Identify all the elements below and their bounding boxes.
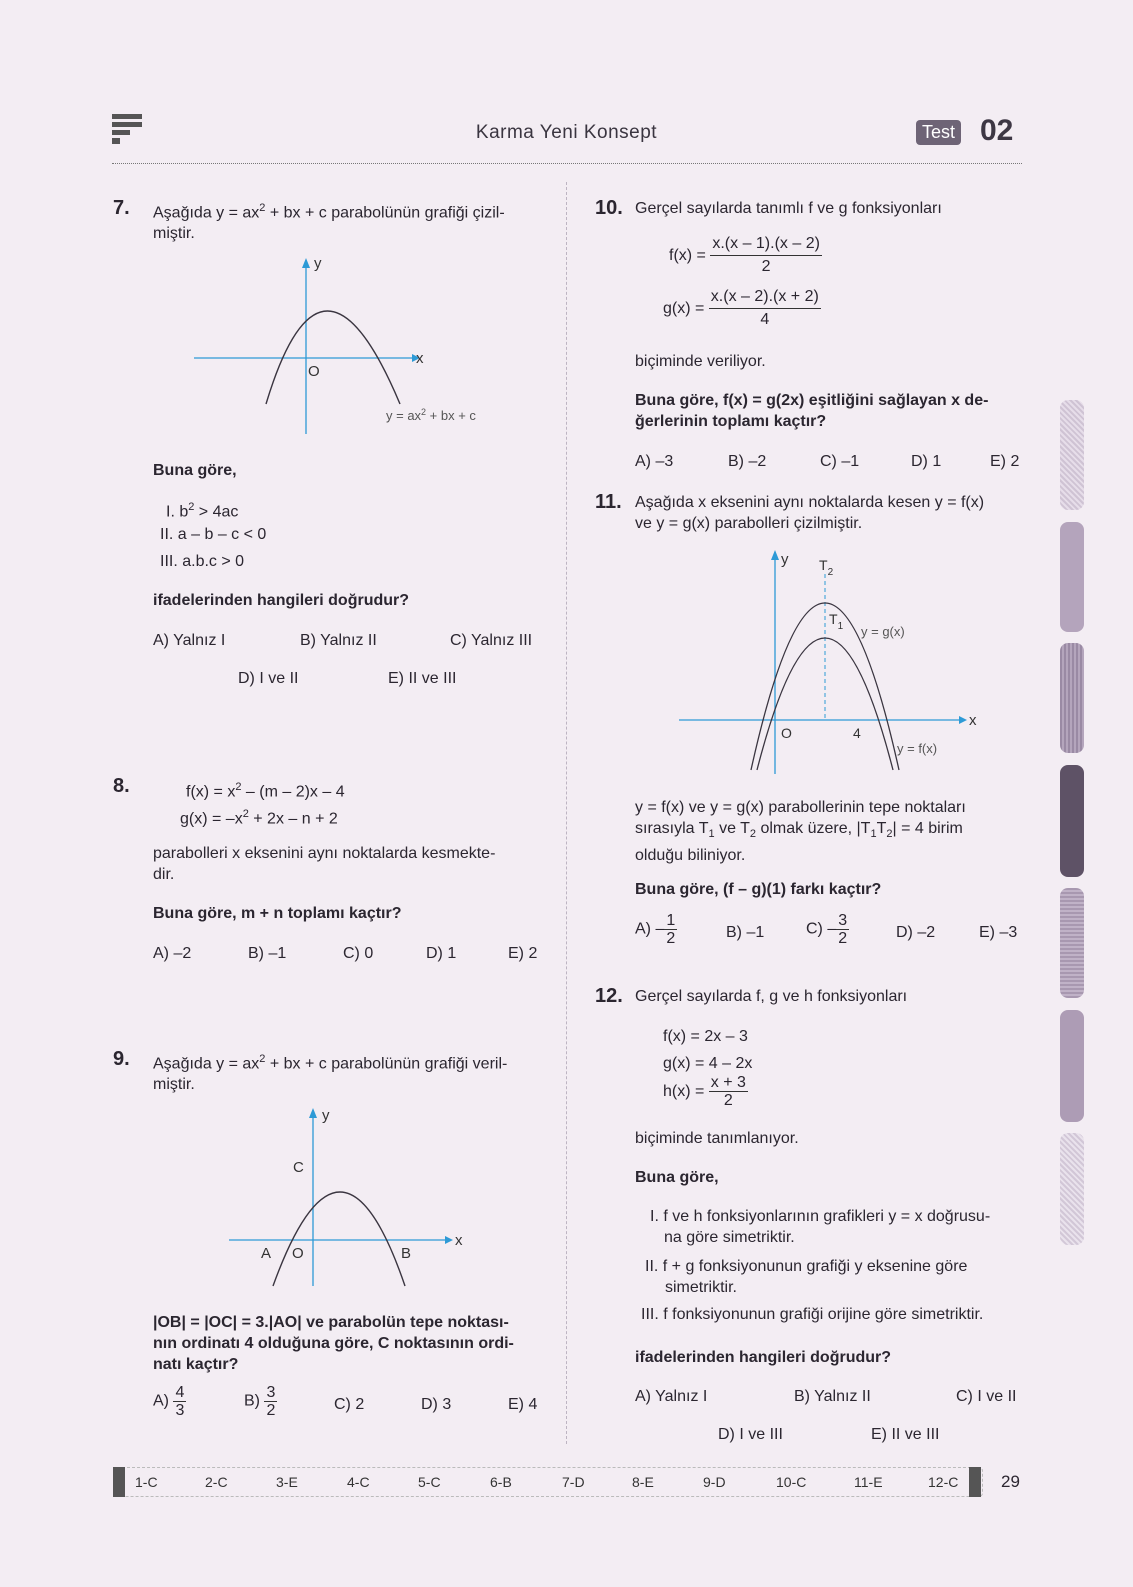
q8-f: $f(x) = x^2 - (m - 2)x - 4$	[186, 781, 345, 801]
q11-y-label: y	[781, 551, 789, 568]
answer-8: 8-E	[632, 1474, 654, 1490]
q11-t1-label: $T_1$	[829, 611, 844, 632]
q7-y-label: y	[314, 255, 322, 272]
q12-g: g(x) = 4 – 2x	[663, 1055, 753, 1072]
q7-ask: ifadelerinden hangileri doğrudur?	[153, 592, 410, 609]
q9-x-label: x	[455, 1232, 463, 1249]
q10-f-def: f(x) = $\frac{x.(x - 1).(x - 2)}{2}$	[669, 235, 820, 275]
q8-choice-b[interactable]: B) –1	[248, 945, 287, 962]
q8-g: $g(x) = -x^2 + 2x - n + 2$	[180, 808, 338, 828]
answer-2: 2-C	[205, 1474, 228, 1490]
side-tab-7[interactable]	[1060, 1133, 1084, 1245]
q12-choice-a[interactable]: A) Yalnız I	[635, 1388, 708, 1405]
q12-stem: Gerçel sayılarda f, g ve h fonksiyonları	[635, 988, 908, 1005]
q9-choice-b[interactable]: B) $\frac{3}{2}$	[244, 1384, 276, 1419]
q10-choice-a[interactable]: A) –3	[635, 453, 674, 470]
q7-item-3: III. a.b.c > 0	[160, 553, 245, 570]
q10-given: biçiminde veriliyor.	[635, 353, 766, 370]
q10-number: 10.	[595, 197, 623, 219]
q9-stem: Aşağıda $y = ax^2$ + bx + c parabolünün grafiği veril- miştir.	[153, 1053, 508, 1094]
answer-3: 3-E	[276, 1474, 298, 1490]
q11-choice-d[interactable]: D) –2	[896, 924, 936, 941]
test-badge: Test	[916, 120, 961, 145]
answer-key-left-cap	[113, 1467, 125, 1497]
q9-c-label: C	[293, 1159, 304, 1176]
q12-choice-c[interactable]: C) I ve II	[956, 1388, 1017, 1405]
q7-choice-c[interactable]: C) Yalnız III	[450, 632, 533, 649]
q11-choice-a[interactable]: A) – $\frac{1}{2}$	[635, 912, 676, 947]
q9-y-label: y	[322, 1107, 330, 1124]
q7-item-2: II. a – b – c < 0	[160, 526, 267, 543]
q9-a-label: A	[261, 1245, 272, 1262]
q8-number: 8.	[113, 775, 130, 797]
q9-graph	[225, 1106, 475, 1296]
q7-graph	[190, 252, 520, 442]
answer-6: 6-B	[490, 1474, 512, 1490]
q11-choice-b[interactable]: B) –1	[726, 924, 765, 941]
q12-choice-b[interactable]: B) Yalnız II	[794, 1388, 871, 1405]
side-tab-5[interactable]	[1060, 888, 1084, 998]
q12-h: h(x) = $\frac{x + 3}{2}$	[663, 1074, 746, 1109]
q12-number: 12.	[595, 985, 623, 1007]
q9-choice-a[interactable]: A) $\frac{4}{3}$	[153, 1384, 185, 1419]
q12-f: f(x) = 2x – 3	[663, 1028, 748, 1045]
column-divider	[566, 182, 567, 1444]
q11-origin-label: O	[781, 725, 792, 741]
q11-stem: Aşağıda x eksenini aynı noktalarda kesen y = f(x) ve y = g(x) parabolleri çizilmiştir.	[635, 494, 985, 532]
q9-number: 9.	[113, 1048, 130, 1070]
q12-item-3: III. f fonksiyonunun grafiği orijine göre simetriktir.	[641, 1306, 984, 1323]
q10-choice-e[interactable]: E) 2	[990, 453, 1020, 470]
q11-choice-c[interactable]: C) – $\frac{3}{2}$	[806, 912, 848, 947]
answer-5: 5-C	[418, 1474, 441, 1490]
q12-choice-e[interactable]: E) II ve III	[871, 1426, 940, 1443]
q11-info: y = f(x) ve y = g(x) parabollerinin tepe noktaları sırasıyla $T_1$ ve $T_2$ olmak üzere, $|T_1T_2| = 4$ birim olduğu biliniyor.	[635, 799, 966, 865]
q9-choice-c[interactable]: C) 2	[334, 1396, 365, 1413]
side-tab-6[interactable]	[1060, 1010, 1084, 1122]
page-title: Karma Yeni Konsept	[475, 122, 658, 143]
q12-ask: ifadelerinden hangileri doğrudur?	[635, 1349, 892, 1366]
q11-f-curve-label: y = f(x)	[897, 741, 938, 756]
q8-ask: Buna göre, m + n toplamı kaçtır?	[153, 905, 402, 922]
answer-12: 12-C	[928, 1474, 959, 1490]
q10-choice-c[interactable]: C) –1	[820, 453, 860, 470]
q10-stem: Gerçel sayılarda tanımlı f ve g fonksiyonları	[635, 200, 942, 217]
q11-graph	[677, 548, 987, 783]
q10-g-def: g(x) = $\frac{x.(x - 2).(x + 2)}{4}$	[663, 288, 819, 328]
q7-choice-e[interactable]: E) II ve III	[388, 670, 457, 687]
q7-stem: Aşağıda $y = ax^2$ + bx + c parabolünün grafiği çizil- miştir.	[153, 202, 505, 243]
q10-choice-b[interactable]: B) –2	[728, 453, 767, 470]
q7-choice-d[interactable]: D) I ve II	[238, 670, 299, 687]
q7-origin-label: O	[308, 363, 320, 380]
q9-choice-d[interactable]: D) 3	[421, 1396, 452, 1413]
q10-ask: Buna göre, f(x) = g(2x) eşitliğini sağlayan x de- ğerlerinin toplamı kaçtır?	[635, 392, 989, 430]
q11-g-curve-label: y = g(x)	[861, 624, 905, 639]
q12-choice-d[interactable]: D) I ve III	[718, 1426, 783, 1443]
q12-item-1: I. f ve h fonksiyonlarının grafikleri y = x doğrusu- na göre simetriktir.	[650, 1208, 991, 1246]
header-divider	[112, 163, 1022, 164]
side-tab-3[interactable]	[1060, 643, 1084, 753]
answer-key-bar	[113, 1467, 983, 1497]
q11-choice-e[interactable]: E) –3	[979, 924, 1018, 941]
q11-ask: Buna göre, (f – g)(1) farkı kaçtır?	[635, 881, 882, 898]
q8-choice-c[interactable]: C) 0	[343, 945, 374, 962]
q8-choice-a[interactable]: A) –2	[153, 945, 192, 962]
q7-x-label: x	[416, 350, 424, 367]
q7-choice-b[interactable]: B) Yalnız II	[300, 632, 377, 649]
q9-ask: |OB| = |OC| = 3.|AO| ve parabolün tepe noktası- nın ordinatı 4 olduğuna göre, C noktasının ordi- natı kaçtır?	[153, 1314, 514, 1373]
test-number: 02	[980, 114, 1014, 147]
q9-o-label: O	[292, 1245, 304, 1262]
q11-number: 11.	[595, 491, 622, 513]
q11-four-label: 4	[853, 725, 861, 741]
answer-9: 9-D	[703, 1474, 726, 1490]
q11-x-label: x	[969, 712, 977, 729]
answer-11: 11-E	[854, 1474, 883, 1490]
q10-choice-d[interactable]: D) 1	[911, 453, 942, 470]
q11-t2-label: $T_2$	[819, 557, 834, 578]
side-tab-4[interactable]	[1060, 765, 1084, 877]
q7-item-1: I. $b^2 > 4ac$	[166, 501, 239, 521]
q12-item-2: II. f + g fonksiyonunun grafiği y eksenine göre simetriktir.	[645, 1258, 968, 1296]
q8-stem: parabolleri x eksenini aynı noktalarda kesmekte- dir.	[153, 845, 496, 883]
q8-choice-d[interactable]: D) 1	[426, 945, 457, 962]
page-number: 29	[1001, 1472, 1020, 1491]
answer-7: 7-D	[562, 1474, 585, 1490]
side-tab-2[interactable]	[1060, 522, 1084, 632]
q9-b-label: B	[401, 1245, 412, 1262]
answer-key-right-cap	[969, 1467, 981, 1497]
q7-curve-label: $y = ax^2$ + bx + c	[386, 407, 476, 423]
q8-choice-e[interactable]: E) 2	[508, 945, 538, 962]
answer-1: 1-C	[135, 1474, 158, 1490]
q12-given: biçiminde tanımlanıyor.	[635, 1130, 799, 1147]
answer-10: 10-C	[776, 1474, 807, 1490]
q7-choice-a[interactable]: A) Yalnız I	[153, 632, 226, 649]
q7-intro: Buna göre,	[153, 462, 237, 479]
answer-4: 4-C	[347, 1474, 370, 1490]
q12-intro: Buna göre,	[635, 1169, 719, 1186]
q7-number: 7.	[113, 197, 130, 219]
q9-choice-e[interactable]: E) 4	[508, 1396, 538, 1413]
side-tab-1[interactable]	[1060, 400, 1084, 510]
